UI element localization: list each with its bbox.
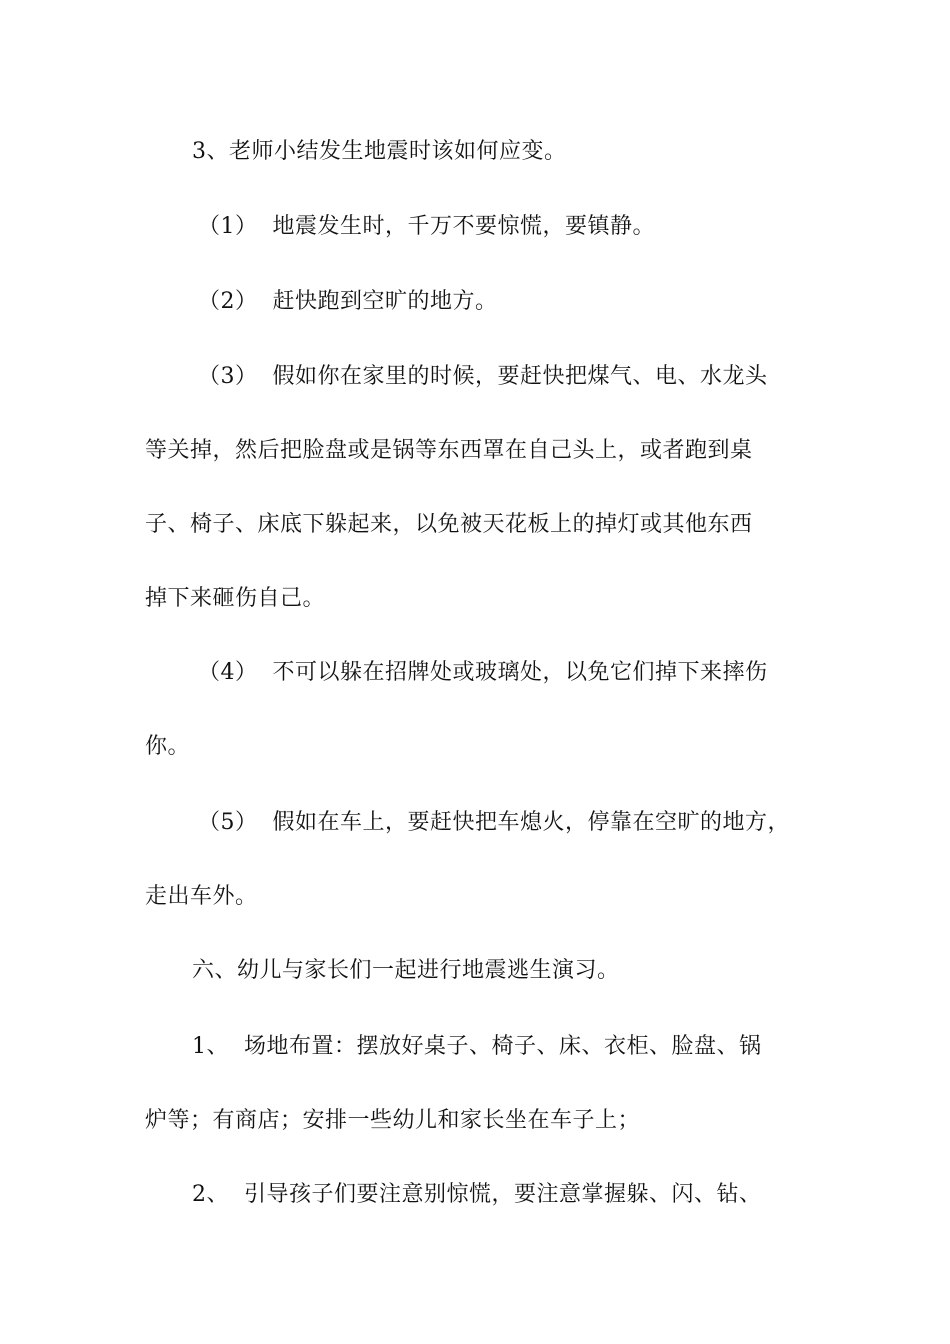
text-line: 1、 场地布置：摆放好桌子、椅子、床、衣柜、脸盘、锅 [192,1034,762,1059]
text-line: （5） 假如在车上，要赶快把车熄火，停靠在空旷的地方， [198,810,790,835]
text-line: 走出车外。 [145,884,258,909]
text-line: 2、 引导孩子们要注意别惊慌，要注意掌握躲、闪、钻、 [192,1182,762,1207]
text-line: （1） 地震发生时，千万不要惊慌，要镇静。 [198,214,655,239]
text-line: 炉等；有商店；安排一些幼儿和家长坐在车子上； [145,1108,641,1133]
text-line: （3） 假如你在家里的时候，要赶快把煤气、电、水龙头 [198,364,768,389]
text-line: 六、幼儿与家长们一起进行地震逃生演习。 [192,958,620,983]
text-line: 掉下来砸伤自己。 [145,586,326,611]
text-line: 子、椅子、床底下躲起来，以免被天花板上的掉灯或其他东西 [145,512,753,537]
text-line: （4） 不可以躲在招牌处或玻璃处，以免它们掉下来摔伤 [198,660,768,685]
text-line: 3、老师小结发生地震时该如何应变。 [192,139,567,164]
text-line: （2） 赶快跑到空旷的地方。 [198,289,498,314]
text-line: 等关掉，然后把脸盘或是锅等东西罩在自己头上，或者跑到桌 [145,438,753,463]
text-line: 你。 [145,734,191,759]
